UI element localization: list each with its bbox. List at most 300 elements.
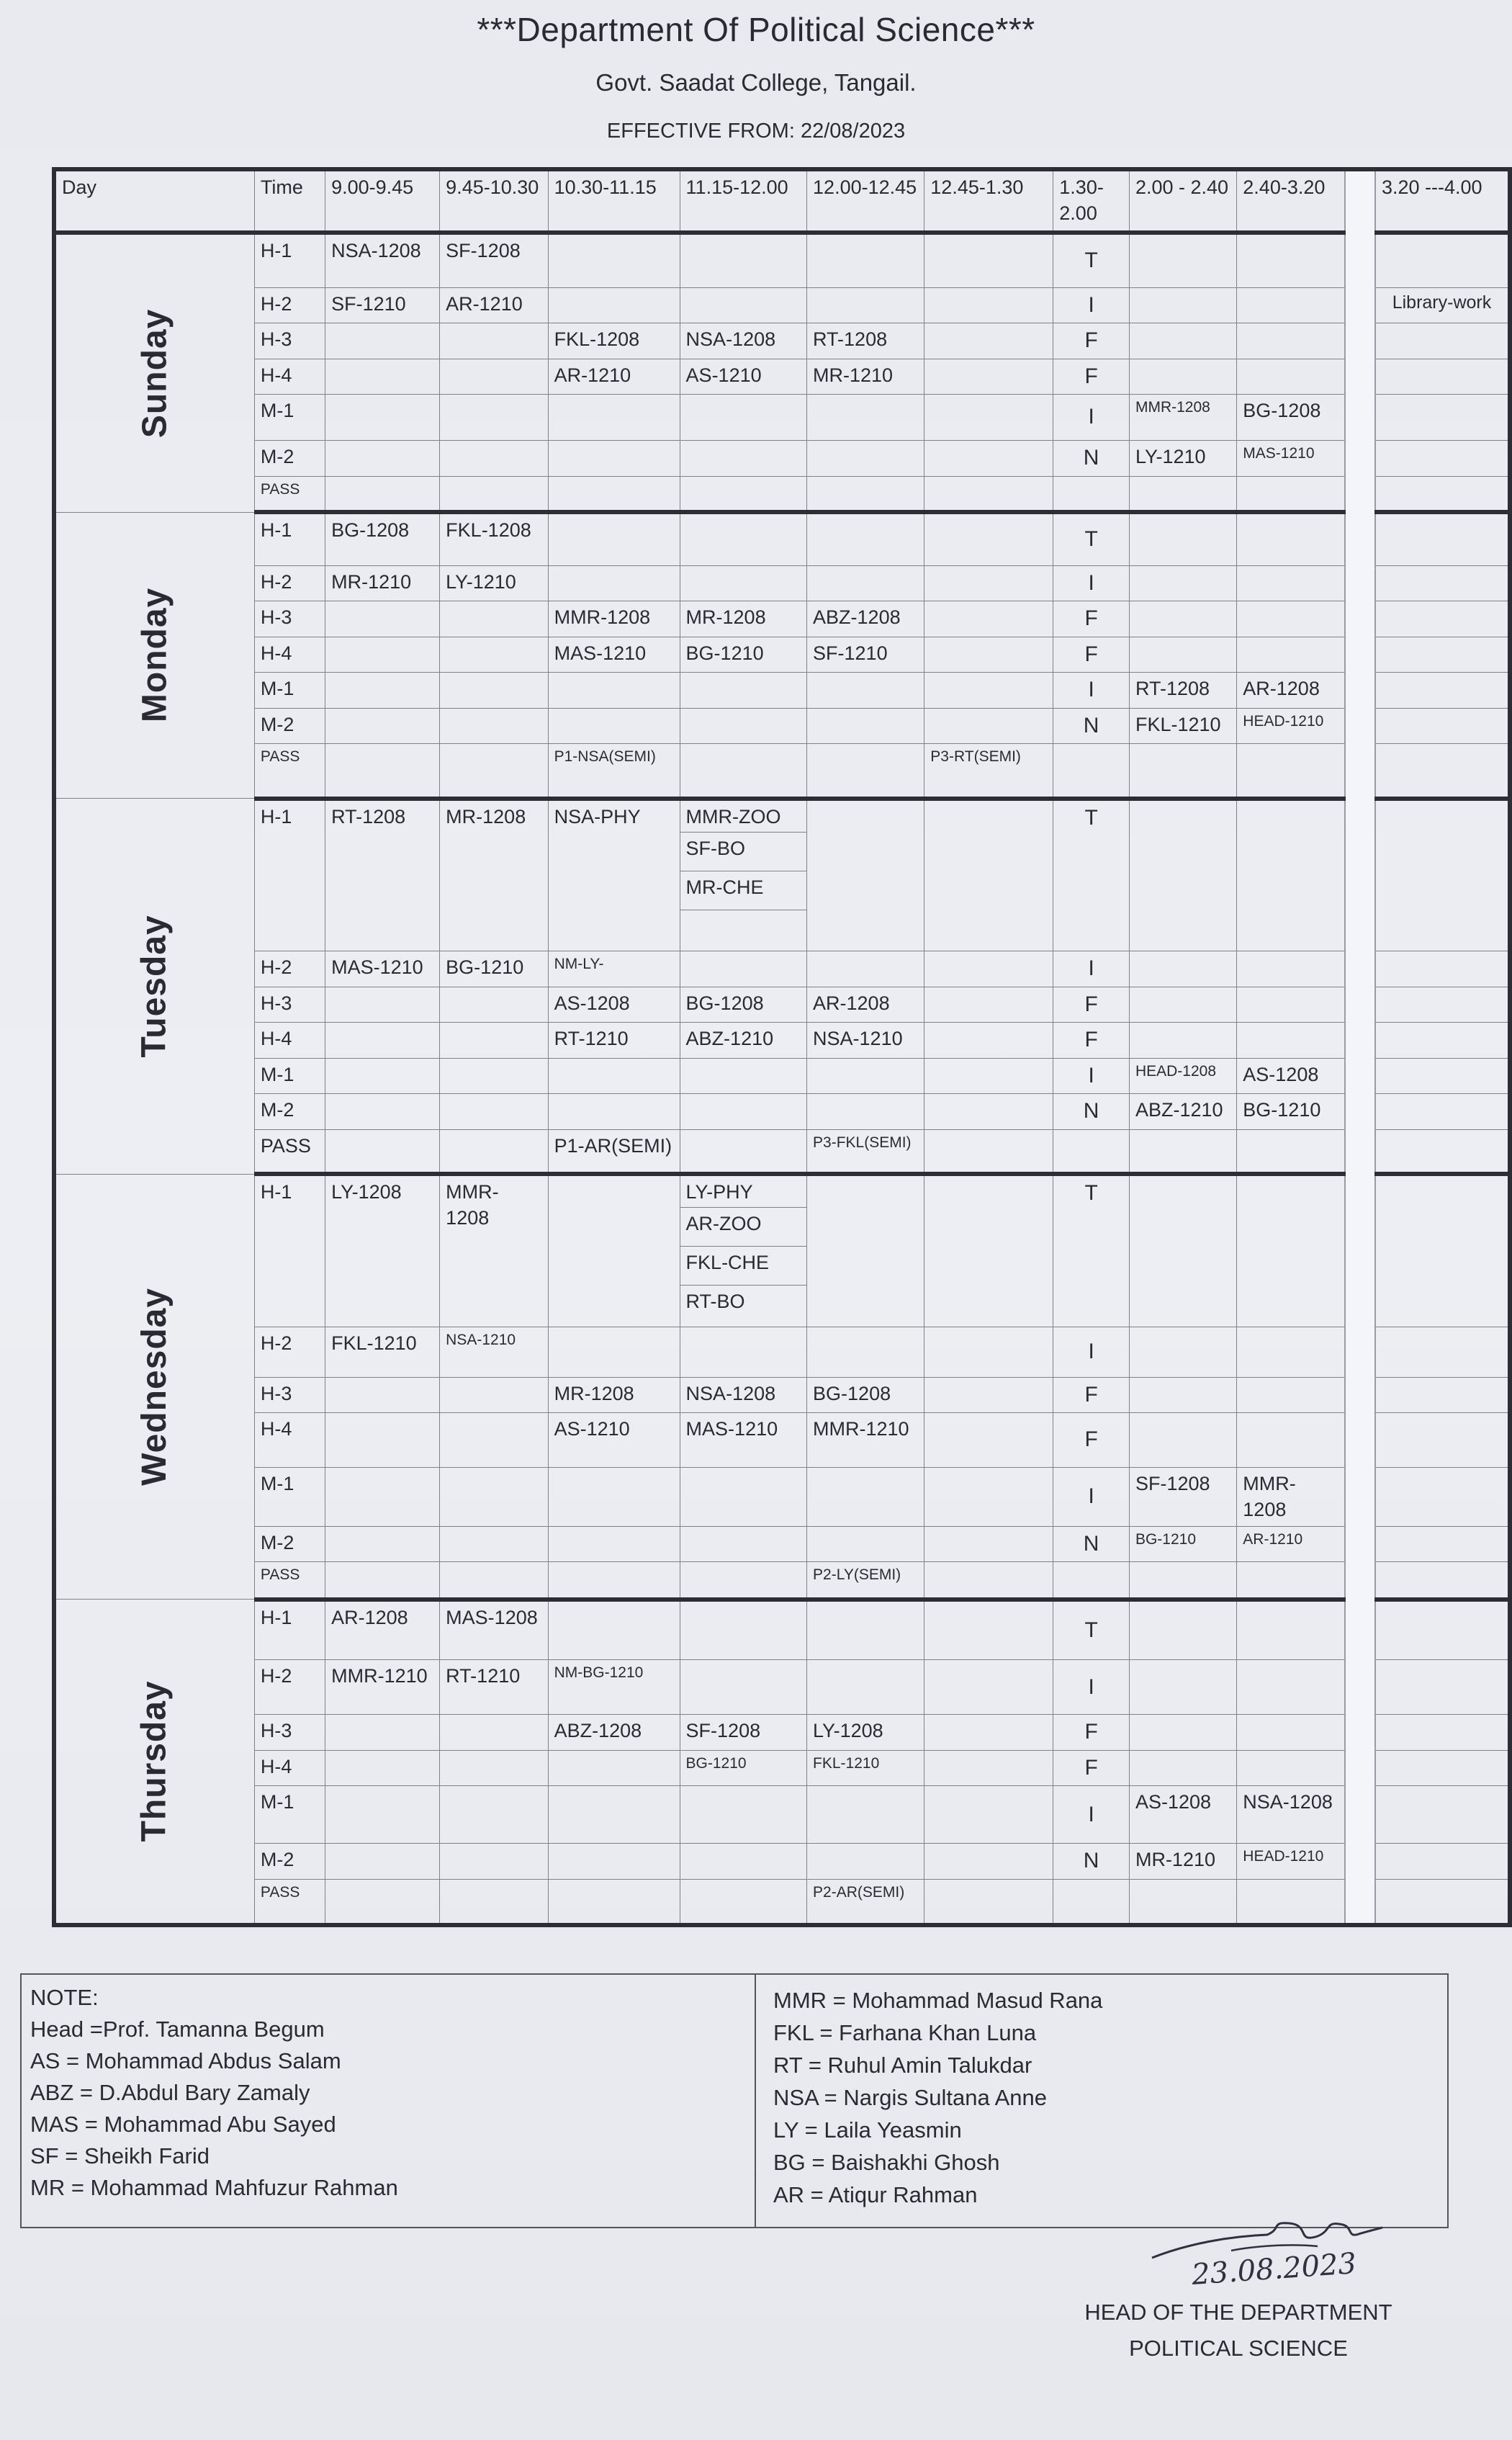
class-cell	[680, 512, 806, 565]
class-cell	[1237, 1715, 1346, 1751]
library-cell	[1375, 1562, 1510, 1600]
table-row	[54, 512, 1510, 565]
class-cell: LY-1210	[1129, 441, 1236, 477]
library-cell	[1375, 1844, 1510, 1880]
class-cell	[1129, 565, 1236, 601]
class-cell	[807, 951, 924, 987]
library-cell	[1375, 1786, 1510, 1844]
class-cell: RT-1208	[325, 799, 440, 951]
day-cell-wednesday	[54, 1174, 254, 1600]
class-cell: RT-1208	[807, 323, 924, 359]
class-cell	[440, 395, 548, 441]
note-entry: SF = Sheikh Farid	[30, 2143, 210, 2169]
library-cell	[1375, 476, 1510, 512]
class-cell	[325, 1377, 440, 1413]
class-cell: SF-1210	[807, 637, 924, 673]
class-cell: AR-1210	[440, 287, 548, 323]
time-cell: H-2	[254, 1660, 325, 1715]
library-work-label: Library-work	[1375, 287, 1510, 323]
table-row	[54, 601, 1510, 637]
note-right-column	[756, 1975, 1447, 2227]
class-cell	[680, 1844, 806, 1880]
practical-group: MMR-ZOO	[680, 801, 806, 833]
class-cell	[1237, 287, 1346, 323]
class-cell	[924, 1094, 1053, 1130]
class-cell	[440, 359, 548, 395]
col-header-time: Time	[254, 169, 325, 233]
class-cell	[440, 476, 548, 512]
class-cell	[807, 233, 924, 287]
class-cell	[325, 1094, 440, 1130]
tiffin-letter: F	[1053, 359, 1130, 395]
class-cell: NSA-PHY	[548, 799, 680, 951]
class-cell: MR-1208	[440, 799, 548, 951]
library-cell	[1375, 1750, 1510, 1786]
class-cell	[325, 1413, 440, 1468]
tiffin-letter: I	[1053, 565, 1130, 601]
class-cell	[325, 1562, 440, 1600]
class-cell: SF-1208	[1129, 1468, 1236, 1527]
class-cell	[325, 601, 440, 637]
day-label: Tuesday	[135, 915, 174, 1058]
table-row	[54, 395, 1510, 441]
class-cell	[548, 1600, 680, 1660]
class-cell	[680, 441, 806, 477]
table-row	[54, 987, 1510, 1023]
class-cell: NSA-1210	[807, 1023, 924, 1059]
class-cell: MAS-1210	[325, 951, 440, 987]
class-cell	[325, 1786, 440, 1844]
class-cell	[1129, 1715, 1236, 1751]
tiffin-letter: I	[1053, 1468, 1130, 1527]
class-cell	[924, 1327, 1053, 1377]
class-cell	[680, 951, 806, 987]
class-cell	[440, 987, 548, 1023]
tiffin-letter: I	[1053, 951, 1130, 987]
class-cell	[680, 1786, 806, 1844]
time-cell: H-4	[254, 359, 325, 395]
time-cell: H-1	[254, 1600, 325, 1660]
class-cell	[1237, 987, 1346, 1023]
class-cell	[548, 1327, 680, 1377]
class-cell	[1237, 323, 1346, 359]
col-header-slot-8: 2.00 - 2.40	[1129, 169, 1236, 233]
time-cell: H-2	[254, 287, 325, 323]
library-cell	[1375, 565, 1510, 601]
class-cell: FKL-1208	[440, 512, 548, 565]
time-cell: H-3	[254, 601, 325, 637]
table-row	[54, 441, 1510, 477]
class-cell	[1129, 987, 1236, 1023]
class-cell	[1129, 1562, 1236, 1600]
class-cell: P3-RT(SEMI)	[924, 744, 1053, 799]
class-cell	[548, 441, 680, 477]
class-cell	[807, 708, 924, 744]
tiffin-letter: F	[1053, 1750, 1130, 1786]
class-cell: BG-1210	[440, 951, 548, 987]
time-cell: M-2	[254, 441, 325, 477]
day-cell-monday	[54, 512, 254, 799]
class-cell	[440, 1058, 548, 1094]
class-cell	[440, 1468, 548, 1527]
class-cell	[325, 1468, 440, 1527]
practical-group: RT-BO	[685, 1291, 745, 1312]
class-cell	[325, 359, 440, 395]
practical-cell	[680, 1174, 806, 1327]
time-cell: H-1	[254, 512, 325, 565]
table-row	[54, 1844, 1510, 1880]
class-cell	[440, 1377, 548, 1413]
class-cell	[924, 1715, 1053, 1751]
time-cell: H-4	[254, 1023, 325, 1059]
tiffin-letter: I	[1053, 1660, 1130, 1715]
tiffin-letter: N	[1053, 1844, 1130, 1880]
table-row	[54, 1023, 1510, 1059]
table-row	[54, 1413, 1510, 1468]
note-entry: AR = Atiqur Rahman	[773, 2181, 978, 2207]
col-header-slot-4: 11.15-12.00	[680, 169, 806, 233]
class-cell: P2-AR(SEMI)	[807, 1879, 924, 1925]
col-header-slot-7: 1.30-2.00	[1053, 169, 1130, 233]
class-cell	[1129, 476, 1236, 512]
class-cell: RT-1208	[1129, 673, 1236, 709]
tiffin-letter: F	[1053, 323, 1130, 359]
college-name: Govt. Saadat College, Tangail.	[595, 69, 917, 96]
library-cell	[1375, 637, 1510, 673]
effective-date: EFFECTIVE FROM: 22/08/2023	[606, 120, 906, 143]
class-cell	[924, 287, 1053, 323]
class-cell	[807, 744, 924, 799]
class-cell: BG-1208	[680, 987, 806, 1023]
table-row	[54, 1058, 1510, 1094]
class-cell	[440, 673, 548, 709]
class-cell	[1237, 744, 1346, 799]
col-header-day: Day	[54, 169, 254, 233]
class-cell: AR-1210	[1237, 1526, 1346, 1562]
tiffin-letter: T	[1053, 1600, 1130, 1660]
library-cell	[1375, 673, 1510, 709]
class-cell	[1129, 951, 1236, 987]
class-cell: SF-1208	[440, 233, 548, 287]
library-cell	[1375, 512, 1510, 565]
class-cell	[807, 1094, 924, 1130]
class-cell	[1237, 1023, 1346, 1059]
class-cell: ABZ-1210	[680, 1023, 806, 1059]
library-cell	[1375, 1715, 1510, 1751]
table-row	[54, 951, 1510, 987]
class-cell	[440, 601, 548, 637]
class-cell	[1237, 951, 1346, 987]
table-row	[54, 1327, 1510, 1377]
class-cell	[548, 1468, 680, 1527]
class-cell: BG-1208	[325, 512, 440, 565]
class-cell	[680, 744, 806, 799]
class-cell	[548, 1750, 680, 1786]
class-cell: MR-1208	[680, 601, 806, 637]
col-header-slot-3: 10.30-11.15	[548, 169, 680, 233]
class-cell	[548, 1058, 680, 1094]
library-cell	[1375, 1377, 1510, 1413]
class-cell	[548, 287, 680, 323]
time-cell: H-2	[254, 565, 325, 601]
note-entry: BG = Baishakhi Ghosh	[773, 2149, 1000, 2175]
class-cell	[1237, 359, 1346, 395]
class-cell	[680, 1879, 806, 1925]
class-cell	[680, 476, 806, 512]
class-cell	[1053, 1562, 1130, 1600]
time-cell: H-4	[254, 1750, 325, 1786]
library-cell	[1375, 951, 1510, 987]
table-row	[54, 1715, 1510, 1751]
class-cell: MMR-1208	[1237, 1468, 1346, 1527]
table-row	[54, 1468, 1510, 1527]
class-cell	[924, 565, 1053, 601]
class-cell: MMR-1208	[440, 1174, 548, 1327]
signatory-title: HEAD OF THE DEPARTMENT	[1084, 2300, 1392, 2325]
day-cell-thursday	[54, 1600, 254, 1926]
tiffin-letter: F	[1053, 987, 1130, 1023]
class-cell: AR-1208	[325, 1600, 440, 1660]
note-entry: ABZ = D.Abdul Bary Zamaly	[30, 2080, 310, 2106]
library-cell	[1375, 1094, 1510, 1130]
tiffin-letter: I	[1053, 673, 1130, 709]
class-cell: AS-1210	[680, 359, 806, 395]
class-cell	[1129, 1413, 1236, 1468]
time-cell: M-1	[254, 1058, 325, 1094]
practical-group: AR-ZOO	[680, 1208, 806, 1247]
class-cell	[548, 673, 680, 709]
class-cell	[807, 1660, 924, 1715]
class-cell	[924, 601, 1053, 637]
class-cell	[1237, 233, 1346, 287]
class-cell: LY-1208	[807, 1715, 924, 1751]
class-cell	[924, 708, 1053, 744]
table-row	[54, 1377, 1510, 1413]
library-cell	[1375, 323, 1510, 359]
class-cell	[548, 1844, 680, 1880]
class-cell: AS-1208	[548, 987, 680, 1023]
col-header-slot-10: 3.20 ---4.00	[1375, 169, 1510, 233]
tiffin-letter: N	[1053, 1526, 1130, 1562]
class-cell	[325, 441, 440, 477]
tiffin-letter: T	[1053, 233, 1130, 287]
tiffin-letter: I	[1053, 1327, 1130, 1377]
class-cell: P1-AR(SEMI)	[548, 1129, 680, 1174]
class-cell	[924, 1660, 1053, 1715]
class-cell: MR-1208	[548, 1377, 680, 1413]
class-cell	[1129, 359, 1236, 395]
head-of-department	[1080, 2295, 1397, 2366]
library-cell	[1375, 1660, 1510, 1715]
class-cell: HEAD-1208	[1129, 1058, 1236, 1094]
class-cell	[924, 323, 1053, 359]
class-cell	[325, 395, 440, 441]
class-cell	[807, 565, 924, 601]
class-cell	[924, 359, 1053, 395]
class-cell: NSA-1208	[680, 1377, 806, 1413]
time-cell: PASS	[254, 1562, 325, 1600]
time-cell: M-2	[254, 1844, 325, 1880]
class-cell	[440, 1562, 548, 1600]
class-cell: MAS-1210	[1237, 441, 1346, 477]
note-entry: Head =Prof. Tamanna Begum	[30, 2017, 325, 2042]
class-cell: LY-1208	[325, 1174, 440, 1327]
time-cell: PASS	[254, 476, 325, 512]
class-cell: MR-1210	[1129, 1844, 1236, 1880]
class-cell	[680, 233, 806, 287]
note-title: NOTE:	[30, 1985, 99, 2010]
day-label: Wednesday	[135, 1287, 174, 1486]
tiffin-letter: N	[1053, 1094, 1130, 1130]
day-label: Thursday	[135, 1680, 174, 1842]
class-cell	[924, 1600, 1053, 1660]
tiffin-letter: F	[1053, 1715, 1130, 1751]
class-cell: AR-1208	[1237, 673, 1346, 709]
class-cell	[1129, 1660, 1236, 1715]
class-cell	[1129, 323, 1236, 359]
class-cell	[924, 512, 1053, 565]
note-entry: RT = Ruhul Amin Talukdar	[773, 2052, 1032, 2078]
class-cell	[924, 951, 1053, 987]
class-cell	[1053, 744, 1130, 799]
time-cell: M-2	[254, 1094, 325, 1130]
class-cell	[807, 1327, 924, 1377]
class-cell: HEAD-1210	[1237, 708, 1346, 744]
library-cell	[1375, 1413, 1510, 1468]
class-cell	[807, 799, 924, 951]
library-cell	[1375, 708, 1510, 744]
class-cell	[924, 1468, 1053, 1527]
class-cell	[924, 1023, 1053, 1059]
class-cell	[924, 1174, 1053, 1327]
class-cell: MAS-1210	[548, 637, 680, 673]
class-cell	[807, 1058, 924, 1094]
class-cell: HEAD-1210	[1237, 1844, 1346, 1880]
class-cell	[548, 476, 680, 512]
class-cell	[440, 323, 548, 359]
class-cell	[1129, 512, 1236, 565]
class-cell	[924, 1058, 1053, 1094]
class-cell	[1237, 565, 1346, 601]
teacher-abbreviation-note	[20, 1973, 1449, 2228]
table-row	[54, 323, 1510, 359]
class-cell: NSA-1208	[325, 233, 440, 287]
class-cell	[1237, 1377, 1346, 1413]
class-cell	[1053, 1129, 1130, 1174]
class-cell: BG-1208	[1237, 395, 1346, 441]
class-cell	[1237, 512, 1346, 565]
col-header-slot-2: 9.45-10.30	[440, 169, 548, 233]
time-cell: H-1	[254, 799, 325, 951]
class-cell	[680, 708, 806, 744]
library-cell	[1375, 1023, 1510, 1059]
class-cell: LY-1210	[440, 565, 548, 601]
note-entry: LY = Laila Yeasmin	[773, 2117, 962, 2143]
library-cell	[1375, 395, 1510, 441]
time-cell: M-1	[254, 395, 325, 441]
class-cell	[680, 1129, 806, 1174]
class-cell	[440, 1879, 548, 1925]
class-cell	[440, 637, 548, 673]
tiffin-letter: N	[1053, 708, 1130, 744]
class-cell: FKL-1210	[807, 1750, 924, 1786]
class-cell	[1237, 476, 1346, 512]
class-cell	[440, 744, 548, 799]
class-cell: NSA-1210	[440, 1327, 548, 1377]
class-cell	[807, 1526, 924, 1562]
table-row	[54, 1094, 1510, 1130]
class-cell	[325, 708, 440, 744]
class-cell	[680, 1468, 806, 1527]
time-cell: H-3	[254, 323, 325, 359]
table-row	[54, 565, 1510, 601]
library-cell	[1375, 987, 1510, 1023]
class-cell	[1237, 1327, 1346, 1377]
class-cell: NSA-1208	[1237, 1786, 1346, 1844]
class-cell	[1129, 1023, 1236, 1059]
class-cell	[1237, 1600, 1346, 1660]
class-cell	[440, 1844, 548, 1880]
class-cell: AR-1208	[807, 987, 924, 1023]
tiffin-letter: I	[1053, 1786, 1130, 1844]
class-cell	[325, 744, 440, 799]
class-cell	[1237, 637, 1346, 673]
class-cell	[680, 1600, 806, 1660]
class-cell	[548, 565, 680, 601]
table-row	[54, 637, 1510, 673]
tiffin-letter: F	[1053, 1023, 1130, 1059]
tiffin-letter: F	[1053, 601, 1130, 637]
note-entry: MMR = Mohammad Masud Rana	[773, 1988, 1103, 2013]
class-cell	[680, 1526, 806, 1562]
class-cell	[924, 1844, 1053, 1880]
class-cell: P3-FKL(SEMI)	[807, 1129, 924, 1174]
table-row	[54, 1660, 1510, 1715]
class-cell: BG-1208	[807, 1377, 924, 1413]
class-cell	[807, 441, 924, 477]
class-cell	[924, 476, 1053, 512]
class-cell: FKL-1210	[1129, 708, 1236, 744]
library-cell	[1375, 359, 1510, 395]
library-cell	[1375, 1526, 1510, 1562]
class-cell	[1237, 601, 1346, 637]
library-cell	[1375, 1327, 1510, 1377]
practical-group: MR-CHE	[680, 871, 806, 910]
library-cell	[1375, 1600, 1510, 1660]
class-cell: SF-1208	[680, 1715, 806, 1751]
class-cell: P2-LY(SEMI)	[807, 1562, 924, 1600]
signatory-department: POLITICAL SCIENCE	[1129, 2335, 1348, 2361]
class-cell	[440, 1526, 548, 1562]
class-cell	[325, 1526, 440, 1562]
class-cell: BG-1210	[680, 637, 806, 673]
class-cell	[807, 1786, 924, 1844]
class-cell	[440, 1715, 548, 1751]
class-cell	[1129, 1129, 1236, 1174]
class-cell: AS-1208	[1237, 1058, 1346, 1094]
day-cell-tuesday	[54, 799, 254, 1175]
class-cell	[924, 637, 1053, 673]
header-row	[54, 169, 1510, 233]
class-cell	[440, 1413, 548, 1468]
time-cell: PASS	[254, 1129, 325, 1174]
table-row	[54, 233, 1510, 287]
class-cell	[1129, 744, 1236, 799]
class-cell	[924, 673, 1053, 709]
class-cell	[924, 1526, 1053, 1562]
practical-group: LY-PHY	[680, 1176, 806, 1208]
class-cell: MAS-1208	[440, 1600, 548, 1660]
